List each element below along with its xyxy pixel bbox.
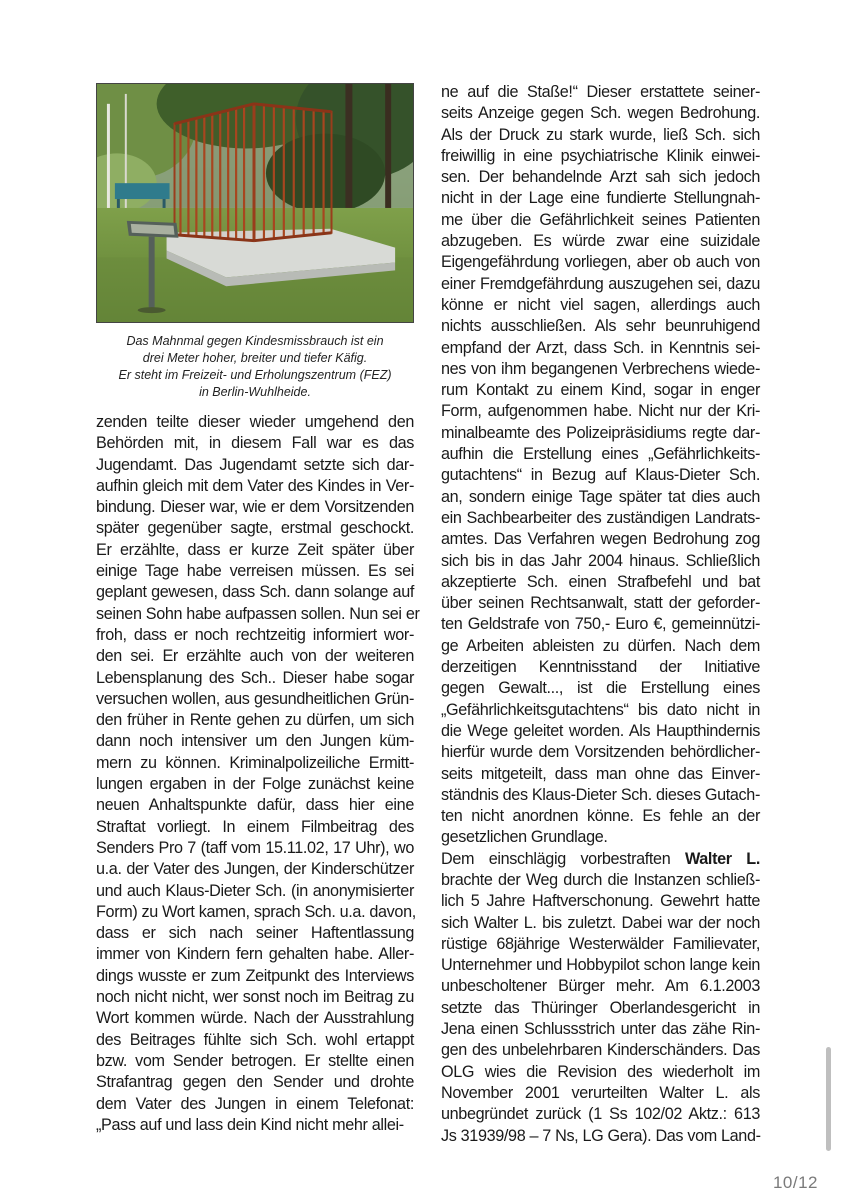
- text-line: Er erzählte, dass er kurze Zeit später über: [96, 540, 414, 559]
- text-line: zenden teilte dieser wieder umgehend den: [96, 413, 414, 431]
- text-line: Js 31939/98 – 7 Ns, LG Gera). Das vom Land-: [441, 1126, 761, 1145]
- paragraph-start-line: [441, 849, 760, 870]
- text-line: November 2001 verurteilten Walter L. als: [441, 1083, 760, 1102]
- text-line: gegen Gewalt..., ist die Erstellung eines: [441, 679, 760, 698]
- text-line: dings wusste er zum Zeitpunkt des Interviews: [96, 966, 414, 985]
- text-line: abzugeben. Es würde zwar eine suizidale: [441, 232, 760, 251]
- text-line: gen des unbelehrbaren Kinderschänders. Das: [441, 1041, 760, 1060]
- text-line: Jugendamt. Das Jugendamt setzte sich dar-: [96, 455, 414, 474]
- text-line: könne er nicht viel sagen, allerdings auch: [441, 295, 760, 314]
- text-line: dem Vater des Jungen in einem Telefonat:: [96, 1094, 414, 1113]
- text-line: Behörden mit, in diesem Fall war es das: [96, 434, 414, 453]
- text-line: immer von Kindern fern gehalten habe. Aller-: [96, 945, 414, 964]
- text-line: derzeitigen Kenntnisstand der Initiative: [441, 658, 760, 677]
- text-line: aufhin gleich mit dem Vater des Kindes in Ver-: [96, 476, 414, 495]
- caption-line: drei Meter hoher, breiter und tiefer Käfig.: [142, 351, 368, 365]
- text-line: nicht in der Lage eine fundierte Stellungnah-: [441, 189, 760, 208]
- highlighted-name: Walter L.: [684, 849, 760, 868]
- text-line: empfand der Arzt, dass Sch. in Kenntnis sei-: [441, 338, 760, 357]
- text-line: Unternehmer und Hobbypilot schon lange kein: [441, 956, 760, 975]
- text-line: amtes. Das Verfahren wegen Bedrohung zog: [441, 530, 760, 549]
- page-number: 10/12: [772, 1173, 818, 1192]
- text-line: ein Sachbearbeiter des zuständigen Landrats-: [441, 508, 760, 527]
- text-line: Jena einen Schlussstrich unter das zähe Rin-: [441, 1020, 760, 1039]
- text-line: den früher in Rente gehen zu dürfen, um sich: [96, 711, 414, 730]
- text-line: freiwillig in eine psychiatrische Klinik einwei-: [441, 146, 760, 165]
- text-line: Wort kommen würde. Nach der Ausstrahlung: [96, 1009, 414, 1028]
- text-line: des Beitrages fühlte sich Sch. wohl ertappt: [96, 1030, 414, 1049]
- text-line: nichts ausschließen. Als sehr beunruhigend: [441, 317, 760, 336]
- text-line: minalbeamte des Polizeipräsidiums regte dar-: [441, 423, 760, 442]
- text-line: gutachtens“ in Bezug auf Klaus-Dieter Sch.: [441, 466, 760, 485]
- text-line: gesetzlichen Grundlage.: [441, 828, 608, 847]
- text-line: einige Tage habe verreisen müssen. Es sei: [96, 562, 414, 581]
- text-line: aufhin die Erstellung eines „Gefährlichkeits-: [441, 445, 760, 464]
- text-line: bindung. Dieser war, wie er dem Vorsitzenden: [96, 498, 414, 517]
- text-line: Form) zu Wort kamen, sprach Sch. u.a. davon,: [96, 902, 416, 921]
- text-line: Lebensplanung des Sch.. Dieser habe sogar: [96, 668, 414, 687]
- text-line: Form, aufgenommen habe. Nicht nur der Kri-: [441, 402, 760, 421]
- text-line: geplant gewesen, dass Sch. dann solange auf: [96, 583, 414, 602]
- text-line: noch nicht nicht, wer sonst noch im Beitrag zu: [96, 988, 414, 1007]
- text-line: „Pass auf und lass dein Kind nicht mehr allei-: [96, 1115, 404, 1134]
- text-line: dann noch intensiver um den Jungen küm-: [96, 732, 414, 751]
- text-line: die Wege geleitet worden. Als Haupthindernis: [441, 721, 760, 740]
- text-line: Eigengefährdung vorliegen, aber ob auch von: [441, 253, 760, 272]
- text-line: lich 5 Jahre Haftverschonung. Gewehrt hatte: [441, 892, 760, 911]
- left-text-column: [96, 412, 420, 1136]
- text-line: versuchen wollen, aus gesundheitlichen Grün-: [96, 689, 414, 708]
- text-line: sich Walter L. bis zuletzt. Dabei war der noch: [441, 913, 760, 932]
- text-line: Strafantrag gegen den Sender und drohte: [96, 1073, 414, 1092]
- photo-caption: [96, 333, 414, 401]
- text-line: und auch Klaus-Dieter Sch. (in anonymisierter: [96, 881, 414, 900]
- text-line: Straftat vorliegt. In einem Filmbeitrag des: [96, 817, 414, 836]
- text-line: Senders Pro 7 (taff vom 15.11.02, 17 Uhr), wo: [96, 838, 414, 857]
- paragraph-start-text: Dem einschlägig vorbestraften: [441, 849, 685, 868]
- text-line: einer Fremdgefährdung auszugehen sei, dazu: [441, 274, 760, 293]
- text-line: ten Geldstrafe von 750,- Euro €, gemeinnützi-: [441, 615, 760, 634]
- text-line: sich bis in das Jahr 2004 hinaus. Schließlich: [441, 551, 760, 570]
- text-line: ten nicht anordnen könne. Es fehle an der: [441, 807, 760, 826]
- text-line: über seinen Rechtsanwalt, statt der geforder-: [441, 594, 760, 613]
- text-line: hierfür wurde dem Vorsitzenden behördlicher-: [441, 743, 760, 762]
- caption-line: Er steht im Freizeit- und Erholungszentrum (FEZ): [118, 368, 392, 382]
- text-line: später gegenüber sagte, erstmal geschockt.: [96, 519, 414, 538]
- text-line: akzeptierte Sch. einen Strafbefehl und bat: [441, 572, 760, 591]
- text-line: den sei. Er erzählte auch von der weiteren: [96, 647, 414, 666]
- text-line: rüstige 68jährige Westerwälder Familievater,: [441, 934, 760, 953]
- caption-line: Das Mahnmal gegen Kindesmissbrauch ist ein: [126, 334, 384, 348]
- text-line: setzte das Thüringer Oberlandesgericht in: [441, 998, 760, 1017]
- caption-line: in Berlin-Wuhlheide.: [199, 385, 311, 399]
- text-line: me über die Gefährlichkeit seines Patienten: [441, 210, 760, 229]
- text-line: ständnis des Klaus-Dieter Sch. dieses Gutach-: [441, 785, 760, 804]
- scrollbar-thumb[interactable]: [826, 1047, 831, 1151]
- text-line: froh, dass er noch rechtzeitig informiert wor-: [96, 625, 414, 644]
- right-text-column: [441, 82, 760, 1147]
- text-line: „Gefährlichkeitsgutachtens“ bis dato nicht in: [441, 700, 760, 719]
- text-line: ne auf die Staße!“ Dieser erstattete seiner-: [441, 83, 760, 101]
- text-line: ge Arbeiten ableisten zu dürfen. Nach dem: [441, 636, 760, 655]
- text-line: mern zu können. Kriminalpolizeiliche Ermitt-: [96, 753, 414, 772]
- text-line: seinen Sohn habe aufpassen sollen. Nun sei er: [96, 604, 420, 623]
- memorial-cage-image: [97, 84, 413, 322]
- text-line: sen. Der behandelnde Arzt sah sich jedoch: [441, 168, 760, 187]
- text-line: unbescholtener Bürger mehr. Am 6.1.2003: [441, 977, 760, 996]
- text-line: Als der Druck zu stark wurde, ließ Sch. sich: [441, 125, 760, 144]
- text-line: unbegründet zurück (1 Ss 102/02 Aktz.: 613: [441, 1105, 760, 1124]
- text-line: seits mitgeteilt, dass man ohne das Einver-: [441, 764, 760, 783]
- text-line: OLG wies die Revision des wiederholt im: [441, 1062, 760, 1081]
- text-line: u.a. der Vater des Jungen, der Kinderschützer: [96, 860, 414, 879]
- text-line: rum Kontakt zu einem Kind, sogar in enger: [441, 381, 760, 400]
- text-line: neuen Anhaltspunkte dafür, dass hier eine: [96, 796, 414, 815]
- text-line: nes von ihm begangenen Verbrechens wiede-: [441, 359, 760, 378]
- memorial-photo: [96, 83, 414, 323]
- text-line: an, sondern einige Tage später tat dies auch: [441, 487, 760, 506]
- text-line: brachte der Weg durch die Instanzen schließ-: [441, 870, 760, 889]
- text-line: dass er sich nach seiner Haftentlassung: [96, 924, 414, 943]
- text-line: bzw. vom Sender betrogen. Er stellte einen: [96, 1051, 414, 1070]
- text-line: seits Anzeige gegen Sch. wegen Bedrohung.: [441, 104, 760, 123]
- text-line: lungen ergaben in der Folge zunächst keine: [96, 775, 414, 794]
